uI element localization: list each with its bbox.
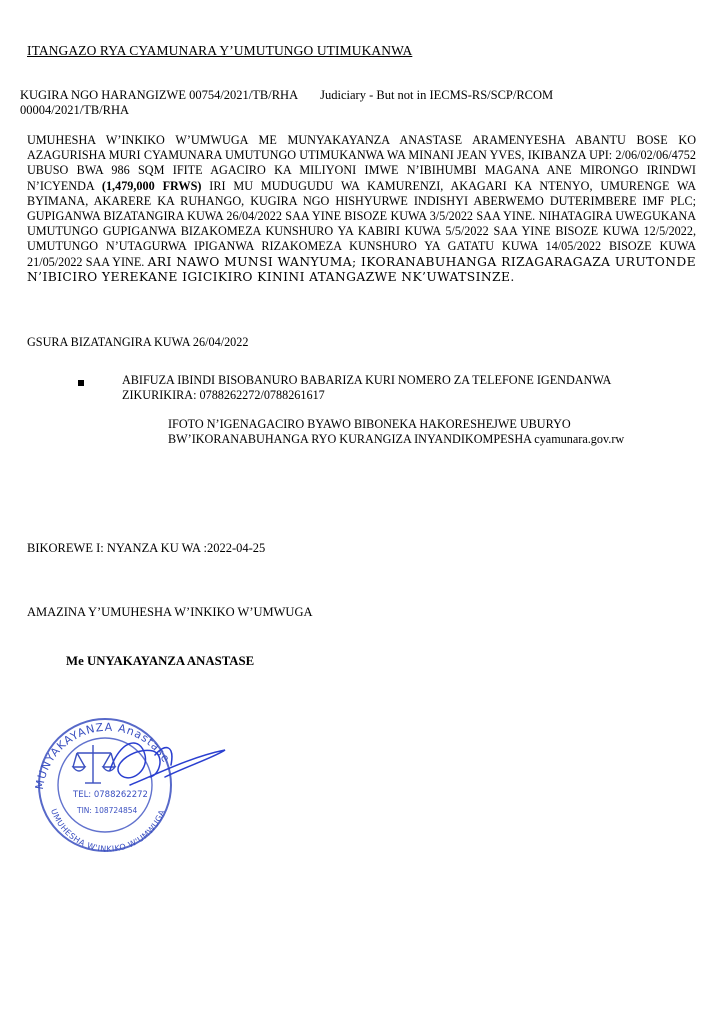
bullet-icon: [78, 380, 84, 386]
sale-amount: (1,479,000 FRWS): [101, 178, 202, 193]
official-stamp: [15, 695, 255, 855]
contact-line-1: ABIFUZA IBINDI BISOBANURO BABARIZA KURI NOMERO ZA TELEFONE IGENDANWA: [122, 373, 612, 387]
case-number: KUGIRA NGO HARANGIZWE 00754/2021/TB/RHA: [20, 88, 299, 102]
stamp-top-text: MUNYAKAYANZA Anastase: [32, 720, 173, 791]
photo-info: [168, 417, 708, 447]
stamp-tel: TEL: 0788262272: [73, 790, 148, 800]
viewing-date: GSURA BIZATANGIRA KUWA 26/04/2022: [27, 335, 249, 349]
announcement-body: [27, 133, 696, 285]
written-at: BIKOREWE I: NYANZA KU WA :2022-04-25: [27, 541, 266, 555]
contact-info: [122, 373, 682, 403]
stamp-bottom-text: UMUHESHA W'INKIKO W'UMWUGA: [49, 807, 167, 854]
signatory-name: Me UNYAKAYANZA ANASTASE: [66, 654, 255, 668]
body-text-1: UMUHESHA W’INKIKO W’UMWUGA ME MUNYAKAYANZA ANASTASE ARAMENYESHA ABANTU BOSE KO AZAGURISHA MURI CYAMUNARA UMUTUNGO UTIMUKANWA WA MINANI JEAN YVES, IKIBANZA UPI: 2/06/02/06/4752 UBUSO BWA 986 SQM IFITE AGACIRO KA MILIYONI IMWE N’IBIHUMBI MAGANA ANE MIRONGO IRINDWI N’ICYENDA: [27, 133, 696, 193]
stamp-tin: TIN: 108724854: [77, 806, 138, 815]
body-text-3: ARI NAWO MUNSI WANYUMA; IKORANABUHANGA RIZAGARAGAZA URUTONDE N’IBICIRO YEREKANE IGICIKIRO KININI ATANGAZWE NK’UWATSINZE.: [27, 254, 696, 284]
case-note: Judiciary - But not in IECMS-RS/SCP/RCOM 00004/2021/TB/RHA: [20, 88, 554, 117]
document-title: ITANGAZO RYA CYAMUNARA Y’UMUTUNGO UTIMUKANWA: [27, 43, 413, 58]
contact-line-2: ZIKURIKIRA: 0788262272/0788261617: [122, 388, 325, 403]
photo-line-2: BW’IKORANABUHANGA RYO KURANGIZA INYANDIKOMPESHA cyamunara.gov.rw: [168, 432, 625, 447]
body-text-2: IRI MU MUDUGUDU WA KAMURENZI, AKAGARI KA NTENYO, UMURENGE WA BYIMANA, AKARERE KA RUHANGO, KUGIRA NGO HISHYURWE INDISHYI ABERWEMO DUTERIMBERE IMF PLC; GUPIGANWA BIZATANGIRA KUWA 26/04/2022 SAA YINE BISOZE KUWA 3/5/2022 SAA YINE. NIHATAGIRA UWEGUKANA UMUTUNGO GUPIGANWA BIZAKOMEZA KUNSHURO YA KABIRI KUWA 5/5/2022 SAA YINE BISOZE KUWA 12/5/2022, UMUTUNGO N’UTAGURWA IPIGANWA RIZAKOMEZA KUNSHURO YA GATATU KUWA 14/05/2022 BISOZE KUWA 21/05/2022 SAA YINE.: [27, 178, 697, 269]
photo-line-1: IFOTO N’IGENAGACIRO BYAWO BIBONEKA HAKORESHEJWE UBURYO: [168, 417, 571, 431]
role-label: AMAZINA Y’UMUHESHA W’INKIKO W’UMWUGA: [27, 605, 313, 619]
case-reference: [20, 88, 660, 118]
scales-icon: [73, 745, 115, 783]
